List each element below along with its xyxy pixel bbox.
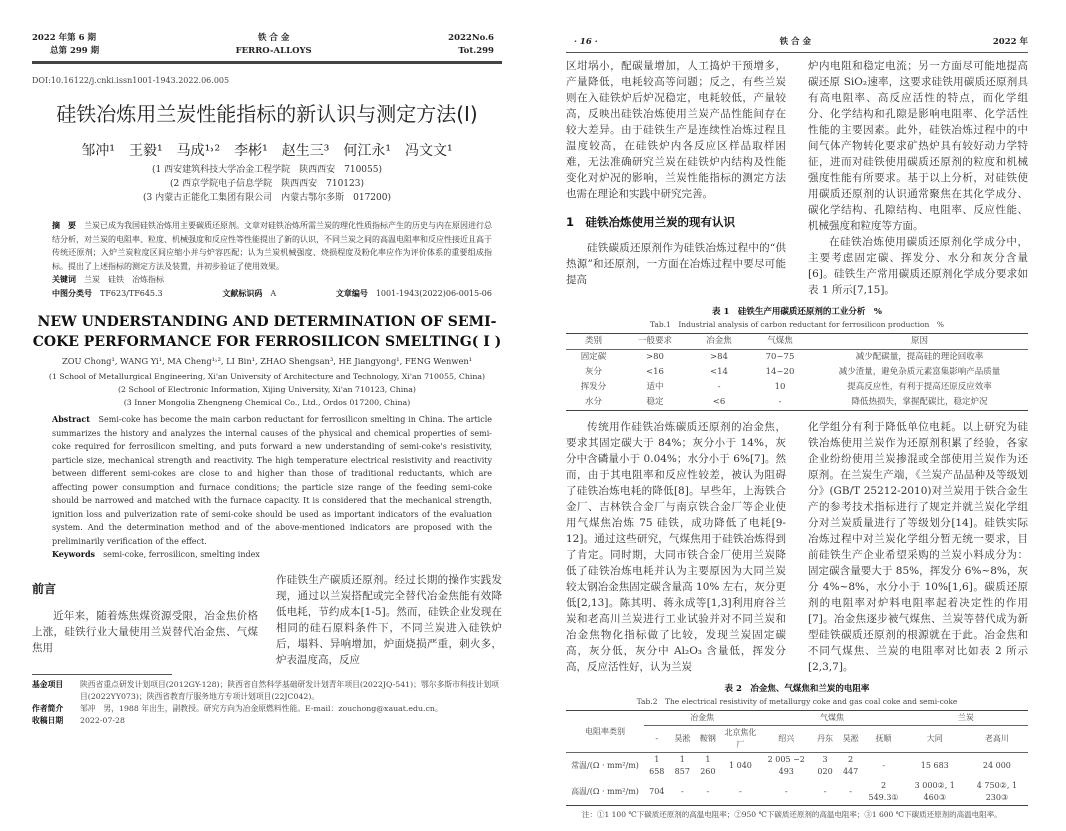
abstract-cn: [52, 219, 492, 273]
class-value: TF623/TF645.3: [100, 288, 163, 298]
table-cell: -: [717, 382, 721, 392]
article-no-label: 文章编号: [335, 287, 368, 298]
column-header: 丹东: [817, 734, 834, 743]
author: 王毅¹: [128, 143, 163, 159]
journal-name-en: FERRO-ALLOYS: [235, 46, 312, 56]
abstract-cn-text: 兰炭已成为我国硅铁冶炼用主要碳质还原剂。文章对硅铁冶炼所需兰炭的理化性质指标产生的历史与内在原因进行总结分析，对兰炭的电阻率、粒度、机械强度和反应性等性能提出了新的认识，不同兰炭之间的高温电阻率和反应性接近且高于传统还原剂；入炉兰炭粒度区间应缩小并与炉容匹配；认为兰炭机械强度、烧损程度及粉化率应作为评价体系的重要组成指标。提出了上述指标的测定方法及装置，并初步验证了使用效果。: [52, 221, 492, 271]
table-cell: 灰分: [584, 367, 602, 377]
table-cell: 2 005 ~2 493: [767, 755, 805, 776]
doc-id: [222, 287, 276, 301]
column-header: -: [655, 734, 659, 743]
table-cell: 3 020: [817, 755, 833, 776]
footnotes: [32, 679, 502, 727]
footnote-label: 收稿日期: [32, 715, 64, 725]
table-cell: 2 549.3①: [868, 781, 899, 802]
table1: [566, 333, 1028, 411]
classification-row: [52, 287, 492, 301]
column-header: 一般要求: [637, 336, 672, 346]
table-cell: 挥发分: [580, 382, 607, 392]
class-number: [52, 287, 163, 301]
footnote-text: 2022-07-28: [80, 715, 125, 725]
table-cell: 14~20: [765, 367, 795, 377]
table-row: [566, 779, 1028, 806]
table-cell: -: [849, 787, 852, 796]
table-cell: 70~75: [765, 352, 795, 362]
affiliations-cn: [32, 163, 502, 205]
running-header: [32, 32, 502, 58]
table-cell: 10: [774, 382, 786, 392]
table-cell: 1 040: [728, 761, 752, 770]
preface-col1: 近年来，随着炼焦煤资源受限，冶金焦价格上涨，硅铁行业大量使用兰炭替代冶金焦、气煤焦用: [32, 609, 258, 654]
table2-note: 注：①1 100 ℃下碳质还原剂的高温电阻率；②950 ℃下碳质还原剂的高温电阻率；③1 600 ℃下碳质还原剂的高温电阻率。: [582, 810, 1002, 819]
table-row: [566, 380, 1028, 395]
table-cell: 稳定: [646, 397, 664, 407]
table-cell: 减少配碳量，提高硅的理论回收率: [855, 352, 984, 362]
affiliation: (1 西安建筑科技大学冶金工程学院 陕西西安 710055): [152, 165, 382, 175]
abstract-label-en: Abstract: [52, 414, 90, 424]
group-header: 冶金焦: [644, 711, 760, 726]
authors-en: ZOU Chong¹, WANG Yi¹, MA Cheng¹˒², LI Bin¹, ZHAO Shengsan³, HE Jiangyong¹, FENG Wenwen¹: [61, 356, 473, 366]
group-header: 气煤焦: [760, 711, 903, 726]
column-header: 昊淞: [674, 734, 691, 743]
row-header-label: 电阻率类别: [566, 711, 644, 753]
left-page: [0, 0, 530, 764]
table-header-row: [566, 334, 1028, 350]
affiliation: (1 School of Metallurgical Engineering, Xi'an University of Architecture and Technology, Xi'an 710055, China): [48, 372, 486, 381]
page-number: · 16 ·: [574, 37, 598, 47]
keywords-en-text: semi-coke, ferrosilicon, smelting index: [103, 550, 260, 559]
header-rule: [566, 52, 1028, 53]
table-cell: 15 683: [920, 761, 949, 770]
table-cell: 1 260: [700, 755, 716, 776]
table-cell: 704: [649, 787, 665, 796]
table-cell: 提高反应性，有利于提高还原反应效率: [847, 382, 992, 392]
footnote-rule: [32, 674, 172, 675]
table-cell: >84: [710, 352, 728, 362]
abstract-block-cn: [52, 219, 492, 300]
table-cell: 1 857: [674, 755, 690, 776]
body-col1-top: 区坩埚小，配碳量增加，人工捣炉干预增多，产量降低，电耗较高等问题；反之，有些兰炭则在入硅铁炉后炉况稳定，电耗较低，产量较高，反映出硅铁冶炼使用兰炭产品性能间存在较大差异。由于硅铁生产是连续性冶炼过程且温度较高，在硅铁炉内各反应区样品取样困难，无法准确研究兰炭在硅铁炉内结构及性能变化对炉况的影响，兰炭性能指标的测定方法也需在理论和实践中研究完善。: [566, 60, 786, 200]
total-issue-cn: 总第 299 期: [50, 46, 100, 56]
column-header: 老高川: [984, 734, 1009, 743]
title-en: NEW UNDERSTANDING AND DETERMINATION OF SEMI-COKE PERFORMANCE FOR FERROSILICON SMELTING( Ⅰ ): [32, 314, 502, 350]
author: 何江永¹: [343, 143, 392, 159]
footnote-label: 作者简介: [32, 703, 64, 713]
keywords-en: [52, 548, 492, 562]
keywords-cn: [52, 273, 492, 287]
preface-columns: [32, 572, 502, 668]
author: 马成¹˒²: [176, 143, 221, 159]
footnote-funding: [32, 679, 502, 703]
column-header: 气煤焦: [767, 336, 793, 346]
column-header: 冶金焦: [706, 336, 732, 346]
footnote-author: [32, 703, 502, 715]
footnote-received: [32, 715, 502, 727]
header-rule: [32, 61, 502, 64]
top-col2-block: [808, 58, 1028, 298]
table-cell: -: [778, 397, 782, 407]
abstract-label-cn: 摘 要: [52, 220, 76, 230]
table-cell: -: [784, 787, 788, 796]
author: 赵生三³: [281, 143, 330, 159]
author: 邹冲¹: [81, 143, 115, 159]
affiliation: (2 西京学院电子信息学院 陕西西安 710123): [170, 179, 364, 189]
table-cell: <16: [646, 367, 664, 377]
group-header: 兰炭: [904, 711, 1028, 726]
row-label: 常温/(Ω · mm²/m): [571, 761, 639, 770]
column-header: 鞍钢: [699, 734, 716, 743]
column-header: 北京焦化厂: [724, 728, 757, 749]
doc-id-label: 文献标识码: [222, 287, 263, 298]
table-cell: -: [882, 761, 885, 770]
body-col2-table-ref: 在硅铁冶炼使用碳质还原剂化学成分中，主要考虑固定碳、挥发分、水分和灰分含量[6]。硅铁生产常用碳质还原剂化学成分要求如表 1 所示[7,15]。: [808, 236, 1028, 296]
table1-title-cn: 表 1 硅铁生产用碳质还原剂的工业分析 %: [712, 307, 882, 317]
doi: DOI:10.16122/j.cnki.issn1001-1943.2022.06.005: [32, 76, 230, 85]
article-number: [336, 287, 492, 301]
keywords-cn-text: 兰炭 硅铁 冶炼指标: [84, 275, 164, 284]
preface-heading: 前言: [32, 581, 57, 596]
table-cell: <6: [712, 397, 726, 407]
table-cell: 2 447: [842, 755, 859, 776]
column-header: 大同: [926, 734, 943, 743]
table-cell: <14: [710, 367, 728, 377]
abstract-block-en: [52, 413, 492, 562]
keywords-label-cn: 关键词: [52, 274, 76, 284]
table-cell: 适中: [646, 382, 664, 392]
row-label: 高温/(Ω · mm²/m): [571, 787, 639, 796]
table-cell: 水分: [584, 397, 602, 407]
table-cell: 固定碳: [580, 352, 607, 362]
body-col1-mid: 传统用作硅铁冶炼碳质还原剂的冶金焦，要求其固定碳大于 84%；灰分小于 14%，灰分中含磷量小于 0.04%；水分小于 6%[7]。然而，由于其电阻率和反应性较差，被认为阻碍了硅铁冶炼电耗的降低[8]。早些年，上海铁合金厂、吉林铁合金厂与南京铁合金厂等企业使用气煤焦冶炼 75 硅铁，成功降低了电耗[9-12]。通过这些研究，气煤焦用于硅铁冶炼得到了肯定。同时期，大同市铁合金厂使用兰炭降低了硅铁冶炼电耗并认为主要原因为大同兰炭较太钢冶金焦固定碳含量高 10% 左右，灰分更低[2,13]。陈其明、蒋永成等[1,3]利用府谷兰炭和老高川兰炭进行工业试验并对不同兰炭和冶金焦物化指标做了比较，发现兰炭固定碳高，灰分低，灰分中 Al₂O₃ 含量低，挥发分高，反应活性好，认为兰炭: [566, 421, 786, 673]
journal-name-cn: 铁 合 金: [779, 37, 811, 47]
table-cell: 减少渣量，避免杂质元素富集影响产品质量: [838, 367, 1001, 377]
column-header: 抚顺: [875, 734, 892, 743]
issue-info-cn: [32, 32, 99, 58]
total-issue-en: Tot.299: [458, 46, 494, 56]
table-row: [566, 365, 1028, 380]
abstract-en: [52, 413, 492, 548]
table-cell: 1 658: [649, 755, 665, 776]
table1-title-en: Tab.1 Industrial analysis of carbon reductant for ferrosilicon production %: [649, 320, 945, 329]
journal-name-cn: 铁 合 金: [257, 33, 290, 43]
section1-heading: 1 硅铁冶炼使用兰炭的现有认识: [566, 215, 735, 229]
body-col2-top: 炉内电阻和稳定电流；另一方面尽可能地提高碳还原 SiO₂速率，这要求硅铁用碳质还原剂具有高电阻率、高反应活性的特点，而化学组分、化学结构和孔隙是影响电阻率、化学活性性能的主要因素。此外，硅铁冶炼过程中的中间气体产物转化要求矿热炉具有较好动力学特征，进而对硅铁使用碳质还原剂的粒度和机械强度性能有所要求。基于以上分析，对硅铁使用碳质还原剂的认识通常聚焦在其化学成分、碳化学结构、孔隙结构、电阻率、反应性能、机械强度和粒度等方面。: [808, 60, 1028, 232]
table2-title-cn: 表 2 冶金焦、气煤焦和兰炭的电阻率: [724, 684, 870, 694]
preface-col1-block: [32, 572, 258, 668]
top-columns: [566, 58, 1028, 298]
table-cell: >80: [646, 352, 664, 362]
year: 2022 年: [992, 37, 1028, 47]
table-cell: 降低热损失，掌握配碳比，稳定炉况: [851, 397, 988, 407]
column-header: 昊淞: [842, 734, 859, 743]
body-col2-mid: 化学组分有利于降低单位电耗。以上研究为硅铁冶炼使用兰炭作为还原剂积累了经验，各家企业纷纷使用兰炭掺混或全部使用兰炭作为还原剂。在兰炭生产端，《兰炭产品品种及等级划分》(GB/T 25212-2010)对兰炭用于铁合金生产的参考技术指标进行了规定并就兰炭化学组分对兰炭质量进行了等级划分[14]。硅铁实际冶炼过程中对兰炭化学组分暂无统一要求，目前硅铁生产企业希望采购的兰炭小料成分为：固定碳含量要大于 85%，挥发分 6%~8%，灰分 4%~8%，水分小于 10%[1,6]。碳质还原剂的电阻率对炉料电阻率起着决定性的作用[7]。冶金焦逐步被气煤焦、兰炭等替代成为新型硅铁碳质还原剂的根源就在于此。冶金焦和不同气煤焦、兰炭的电阻率对比如表 2 所示[2,3,7]。: [808, 421, 1028, 673]
right-page: [536, 0, 1066, 831]
abstract-en-text: Semi-coke has become the main carbon reductant for ferrosilicon smelting in China. The article summarizes the history and analyzes the internal causes of the physical and chemical properties of semi-coke required for ferrosilicon smelting, and puts forward a new understanding of semi-coke's resistivity, particle size, mechanical strength and reactivity. The high temperature electrical resistivity and reactivity between different semi-cokes are close to and higher than those of traditional reductants, which are affecting power consumption and furnace conditions; the particle size range of the feeding semi-coke should be narrowed and matched with the furnace capacity. It is considered that the mechanical strength, ignition loss and pulverization rate of semi-coke should be used as important indicators of the evaluation system. And the determination method and of the above-mentioned indicators are proposed with the preliminarily verification of the effect.: [52, 415, 493, 546]
authors-cn: [32, 141, 502, 161]
table-cell: -: [739, 787, 742, 796]
table-row: [566, 395, 1028, 411]
journal-name: [236, 32, 312, 58]
column-header: 类别: [584, 336, 602, 346]
affiliations-en: [32, 370, 502, 409]
running-header: [566, 36, 1028, 49]
table-row: [566, 753, 1028, 780]
affiliation: (3 Inner Mongolia Zhengneng Chemical Co., Ltd., Ordos 017200, China): [123, 398, 411, 407]
article-no-value: 1001-1943(2022)06-0015-06: [375, 288, 492, 298]
author: 李彬¹: [234, 143, 268, 159]
doc-id-value: A: [270, 288, 277, 298]
table-cell: -: [680, 787, 684, 796]
mid-columns: [566, 419, 1028, 675]
title-cn: 硅铁冶炼用兰炭性能指标的新认识与测定方法(Ⅰ): [56, 102, 478, 126]
table-cell: 24 000: [982, 761, 1011, 770]
column-header: 原因: [910, 336, 928, 346]
author: 冯文文¹: [405, 143, 453, 159]
issue-cn: 2022 年第 6 期: [32, 33, 96, 43]
footnote-text: 邹冲 男，1988 年出生，副教授。研究方向为冶金原燃料性能。E-mail：zouchong@xauat.edu.cn。: [80, 703, 443, 713]
table-row: [566, 350, 1028, 366]
table2-title-en: Tab.2 The electrical resistivity of metallurgy coke and gas coal coke and semi-coke: [636, 697, 958, 706]
table-cell: -: [823, 787, 827, 796]
table-cell: 3 000②, 1 460③: [914, 781, 955, 802]
column-header: 绍兴: [778, 734, 795, 743]
affiliation: (3 内蒙古正能化工集团有限公司 内蒙古鄂尔多斯 017200): [143, 193, 391, 203]
table2: [566, 710, 1028, 806]
table-group-row: [566, 711, 1028, 726]
issue-info-en: [448, 32, 502, 58]
footnote-label: 基金项目: [32, 679, 64, 689]
issue-en: 2022No.6: [448, 33, 494, 43]
table-cell: -: [706, 787, 710, 796]
keywords-label-en: Keywords: [52, 549, 96, 559]
section1-para: 硅铁碳质还原剂作为硅铁冶炼过程中的“供热源”和还原剂，一方面在冶炼过程中要尽可能提高: [566, 242, 786, 286]
footnote-text: 陕西省重点研发计划项目(2012GY-128)；陕西省自然科学基础研发计划青年项目(2022JQ-541)；鄂尔多斯市科技计划项目(2022YY073)；陕西省教育厅服务地方专项计划项目(22JC042)。: [80, 679, 499, 701]
class-label: 中图分类号: [52, 287, 92, 298]
affiliation: (2 School of Electronic Information, Xijing University, Xi'an 710123, China): [118, 385, 416, 394]
preface-col2: 作硅铁生产碳质还原剂。经过长期的操作实践发现，通过以兰炭搭配或完全替代冶金焦能有效降低电耗，节约成本[1-5]。然而，硅铁企业发现在相同的硅石原料条件下，不同兰炭进入硅铁炉后，塌料、异响增加，炉面烧损严重，刺火多，炉表温度高，反应: [276, 573, 502, 666]
table-cell: 4 750②, 1 230③: [976, 781, 1018, 802]
top-col1-block: [566, 58, 786, 298]
